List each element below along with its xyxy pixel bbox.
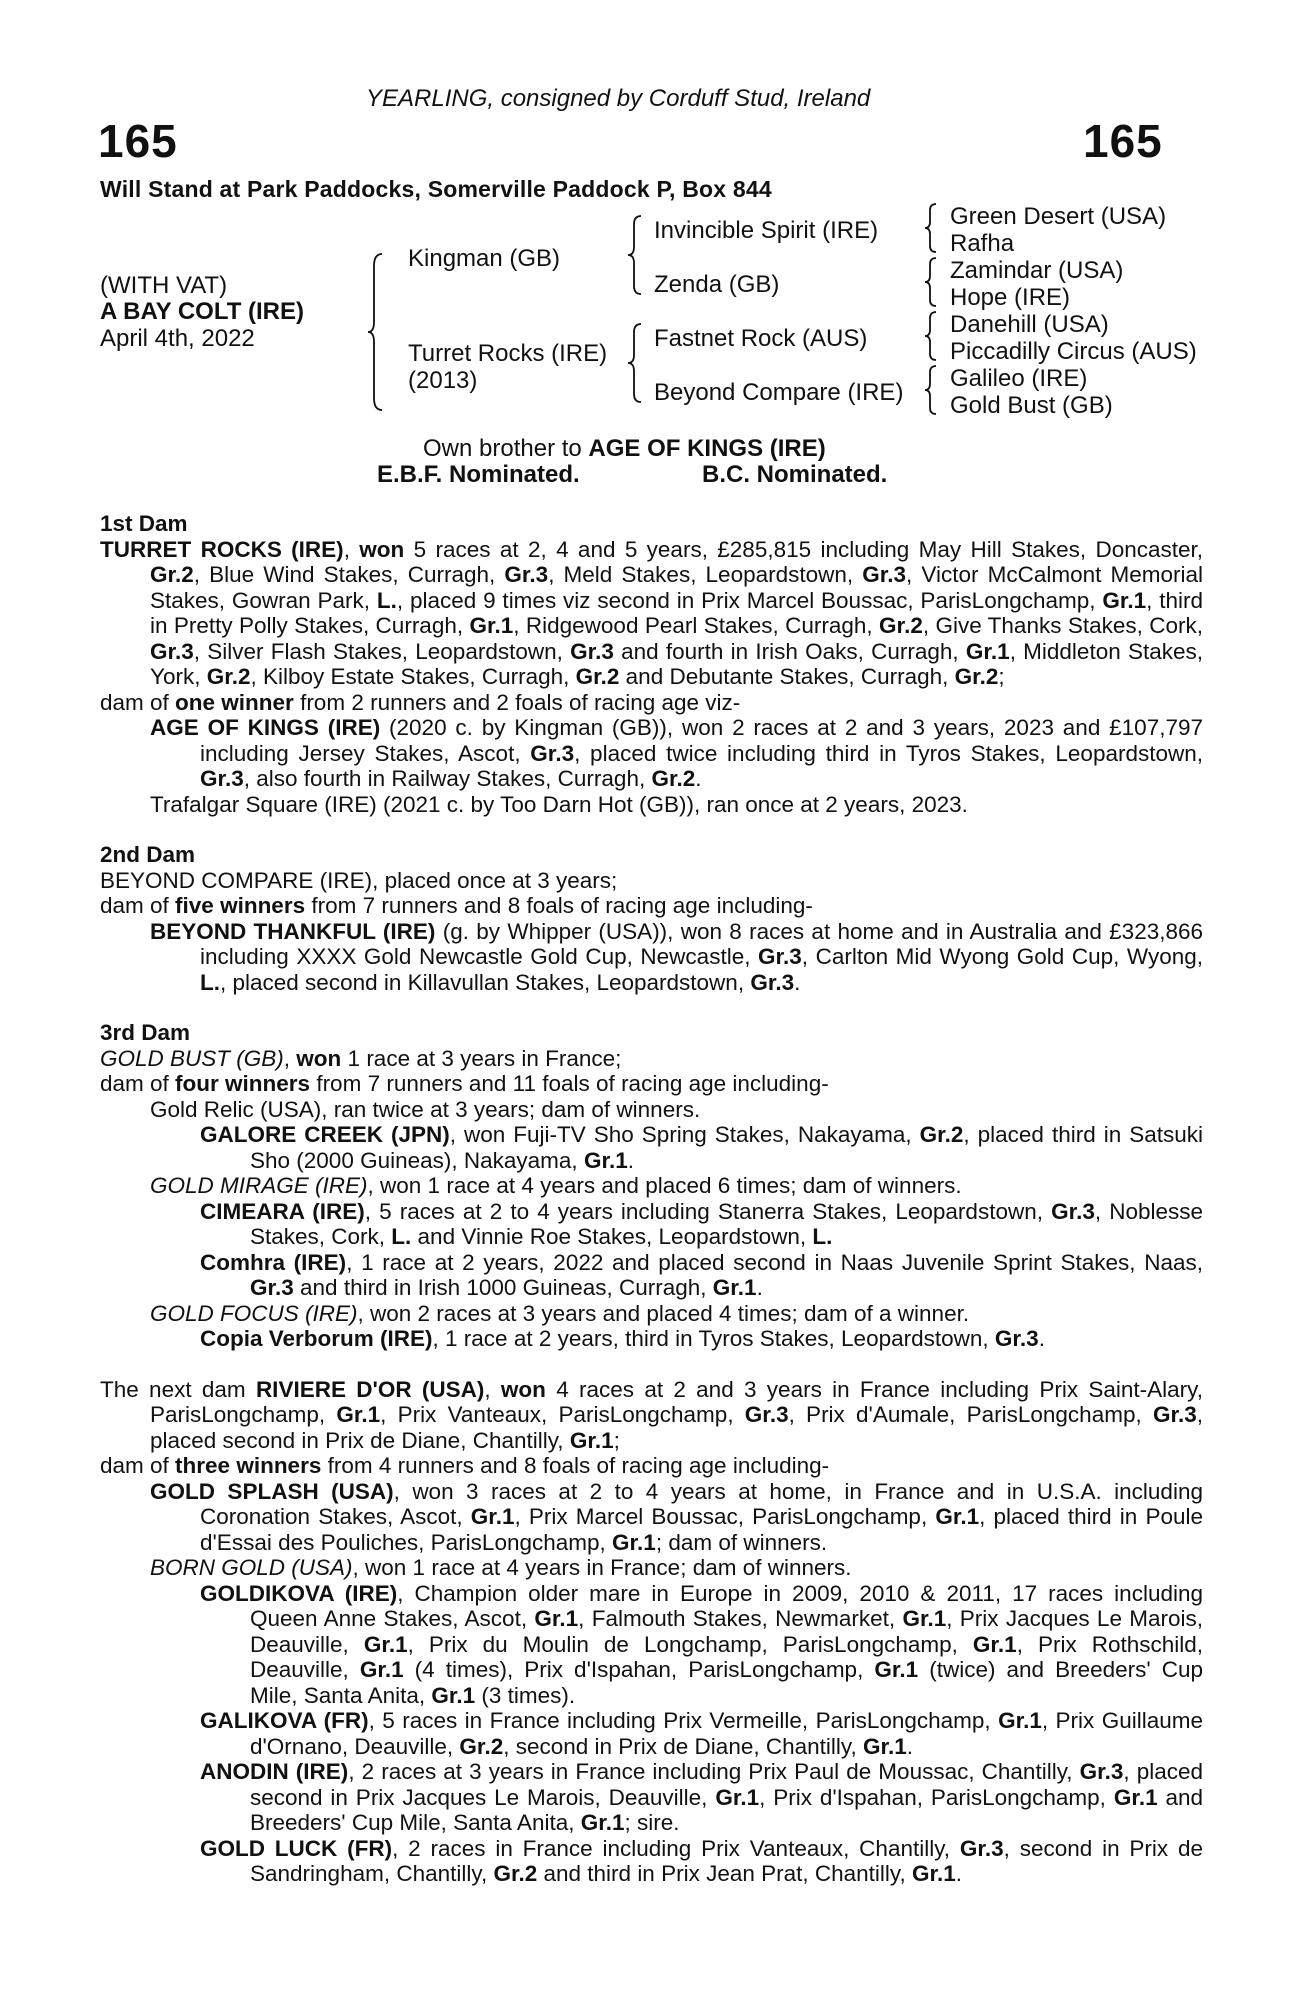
produce-galore-creek: GALORE CREEK (JPN), won Fuji-TV Sho Spring Stakes, Nakayama, Gr.2, placed third in Satsuki Sho (2000 Guineas), Nakayama, Gr.1. — [200, 1122, 1203, 1173]
pedigree-brace-sire — [626, 214, 644, 296]
produce-anodin: ANODIN (IRE), 2 races at 3 years in France including Prix Paul de Moussac, Chantilly, Gr.3, placed second in Prix Jacques Le Marois, Deauville, Gr.1, Prix d'Ispahan, ParisLongchamp, Gr.1 and Breeders' Cup Mile, Santa Anita, Gr.1; sire. — [200, 1759, 1204, 1835]
third-dam-heading: 3rd Dam — [100, 1020, 191, 1045]
vat-label: (WITH VAT) — [100, 272, 228, 299]
next-dam-produce-summary: dam of three winners from 4 runners and 8 foals of racing age including- — [100, 1453, 830, 1478]
produce-gold-focus: GOLD FOCUS (IRE), won 2 races at 3 years and placed 4 times; dam of a winner. — [150, 1300, 970, 1326]
pedigree-brace-dam — [626, 322, 644, 404]
foaling-date: April 4th, 2022 — [100, 325, 255, 352]
ebf-nomination: E.B.F. Nominated. — [377, 461, 580, 488]
second-dam-entry: BEYOND COMPARE (IRE), placed once at 3 years; — [100, 867, 618, 893]
produce-galikova: GALIKOVA (FR), 5 races in France including Prix Vermeille, ParisLongchamp, Gr.1, Prix Guillaume d'Ornano, Deauville, Gr.2, second in Prix de Diane, Chantilly, Gr.1. — [200, 1708, 1204, 1759]
pedigree-sire: Kingman (GB) — [408, 245, 561, 272]
lot-number-right: 165 — [1083, 115, 1163, 167]
second-dam-produce-summary: dam of five winners from 7 runners and 8 foals of racing age including- — [100, 893, 813, 918]
pedigree-dss: Danehill (USA) — [950, 311, 1109, 338]
produce-goldikova: GOLDIKOVA (IRE), Champion older mare in Europe in 2009, 2010 & 2011, 17 races including Queen Anne Stakes, Ascot, Gr.1, Falmouth Stakes, Newmarket, Gr.1, Prix Jacques Le Marois, Deauville, Gr.1, Prix du Moulin de Longchamp, ParisLongchamp, Gr.1, Prix Rothschild, Deauville, Gr.1 (4 times), Prix d'Ispahan, ParisLongchamp, Gr.1 (twice) and Breeders' Cup Mile, Santa Anita, Gr.1 (3 times). — [200, 1580, 1204, 1708]
second-dam-heading: 2nd Dam — [100, 842, 196, 867]
pedigree-brace-main — [366, 252, 386, 412]
produce-age-of-kings: AGE OF KINGS (IRE) (2020 c. by Kingman (GB)), won 2 races at 2 and 3 years, 2023 and £107,797 including Jersey Stakes, Ascot, Gr.3, placed twice including third in Tyros Stakes, Leopardstown, Gr.3, also fourth in Railway Stakes, Curragh, Gr.2. — [150, 715, 1203, 791]
pedigree-sire-dam: Zenda (GB) — [654, 271, 780, 298]
catalogue-body — [100, 511, 1203, 1887]
pedigree-ddd: Gold Bust (GB) — [950, 392, 1113, 419]
horse-name: A BAY COLT (IRE) — [100, 298, 305, 325]
own-brother-name: AGE OF KINGS (IRE) — [588, 435, 826, 462]
pedigree-dam-sire: Fastnet Rock (AUS) — [654, 325, 868, 352]
produce-trafalgar-square: Trafalgar Square (IRE) (2021 c. by Too Darn Hot (GB)), ran once at 2 years, 2023. — [150, 791, 968, 817]
pedigree-brace-dd — [923, 364, 939, 416]
consignor-line: YEARLING, consigned by Corduff Stud, Ireland — [366, 85, 871, 112]
produce-beyond-thankful: BEYOND THANKFUL (IRE) (g. by Whipper (USA)), won 8 races at home and in Australia and £323,866 including XXXX Gold Newcastle Gold Cup, Newcastle, Gr.3, Carlton Mid Wyong Gold Cup, Wyong, L., placed second in Killavullan Stakes, Leopardstown, Gr.3. — [150, 918, 1204, 995]
produce-gold-splash: GOLD SPLASH (USA), won 3 races at 2 to 4 years at home, in France and in U.S.A. including Coronation Stakes, Ascot, Gr.1, Prix Marcel Boussac, ParisLongchamp, Gr.1, placed third in Poule d'Essai des Pouliches, ParisLongchamp, Gr.1; dam of winners. — [150, 1478, 1203, 1555]
bc-nomination: B.C. Nominated. — [702, 461, 888, 488]
first-dam-produce-summary: dam of one winner from 2 runners and 2 foals of racing age viz- — [100, 689, 741, 715]
lot-number-left: 165 — [98, 115, 178, 167]
produce-born-gold: BORN GOLD (USA), won 1 race at 4 years in France; dam of winners. — [150, 1555, 852, 1580]
pedigree-sss: Green Desert (USA) — [950, 203, 1167, 230]
first-dam-heading: 1st Dam — [100, 511, 188, 536]
pedigree-dsd: Piccadilly Circus (AUS) — [950, 338, 1197, 365]
pedigree-brace-sd — [923, 256, 939, 308]
third-dam-produce-summary: dam of four winners from 7 runners and 11 foals of racing age including- — [100, 1071, 829, 1096]
pedigree-dam: Turret Rocks (IRE) — [408, 340, 608, 367]
next-dam-entry: The next dam RIVIERE D'OR (USA), won 4 races at 2 and 3 years in France including Prix Saint-Alary, ParisLongchamp, Gr.1, Prix Vanteaux, ParisLongchamp, Gr.3, Prix d'Aumale, ParisLongchamp, Gr.3, placed second in Prix de Diane, Chantilly, Gr.1; — [100, 1376, 1203, 1453]
produce-cimeara: CIMEARA (IRE), 5 races at 2 to 4 years including Stanerra Stakes, Leopardstown, Gr.3, Noblesse Stakes, Cork, L. and Vinnie Roe Stakes, Leopardstown, L. — [200, 1198, 1204, 1249]
third-dam-entry: GOLD BUST (GB), won 1 race at 3 years in France; — [100, 1045, 622, 1071]
stand-location: Will Stand at Park Paddocks, Somerville Paddock P, Box 844 — [100, 176, 772, 202]
pedigree-sds: Zamindar (USA) — [950, 257, 1124, 284]
pedigree-dds: Galileo (IRE) — [950, 365, 1088, 392]
pedigree-dam-dam: Beyond Compare (IRE) — [654, 379, 904, 406]
pedigree-ssd: Rafha — [950, 230, 1015, 257]
first-dam-entry: TURRET ROCKS (IRE), won 5 races at 2, 4 and 5 years, £285,815 including May Hill Stakes, Doncaster, Gr.2, Blue Wind Stakes, Curragh, Gr.3, Meld Stakes, Leopardstown, Gr.3, Victor McCalmont Memorial Stakes, Gowran Park, L., placed 9 times viz second in Prix Marcel Boussac, ParisLongchamp, Gr.1, third in Pretty Polly Stakes, Curragh, Gr.1, Ridgewood Pearl Stakes, Curragh, Gr.2, Give Thanks Stakes, Cork, Gr.3, Silver Flash Stakes, Leopardstown, Gr.3 and fourth in Irish Oaks, Curragh, Gr.1, Middleton Stakes, York, Gr.2, Kilboy Estate Stakes, Curragh, Gr.2 and Debutante Stakes, Curragh, Gr.2; — [100, 536, 1204, 689]
produce-gold-mirage: GOLD MIRAGE (IRE), won 1 race at 4 years and placed 6 times; dam of winners. — [150, 1173, 962, 1198]
produce-gold-relic: Gold Relic (USA), ran twice at 3 years; dam of winners. — [150, 1096, 701, 1122]
own-brother-note — [423, 436, 826, 462]
produce-copia-verborum: Copia Verborum (IRE), 1 race at 2 years, third in Tyros Stakes, Leopardstown, Gr.3. — [200, 1326, 1045, 1351]
pedigree-brace-ss — [923, 202, 939, 254]
pedigree-dam-year: (2013) — [408, 367, 478, 394]
pedigree-brace-ds — [923, 310, 939, 362]
produce-comhra: Comhra (IRE), 1 race at 2 years, 2022 and placed second in Naas Juvenile Sprint Stakes, Naas, Gr.3 and third in Irish 1000 Guineas, Curragh, Gr.1. — [200, 1249, 1203, 1300]
own-brother-prefix: Own brother to — [423, 435, 589, 462]
pedigree-sire-sire: Invincible Spirit (IRE) — [654, 217, 879, 244]
produce-gold-luck: GOLD LUCK (FR), 2 races in France including Prix Vanteaux, Chantilly, Gr.3, second in Prix de Sandringham, Chantilly, Gr.2 and third in Prix Jean Prat, Chantilly, Gr.1. — [200, 1835, 1204, 1886]
pedigree-sdd: Hope (IRE) — [950, 284, 1071, 311]
